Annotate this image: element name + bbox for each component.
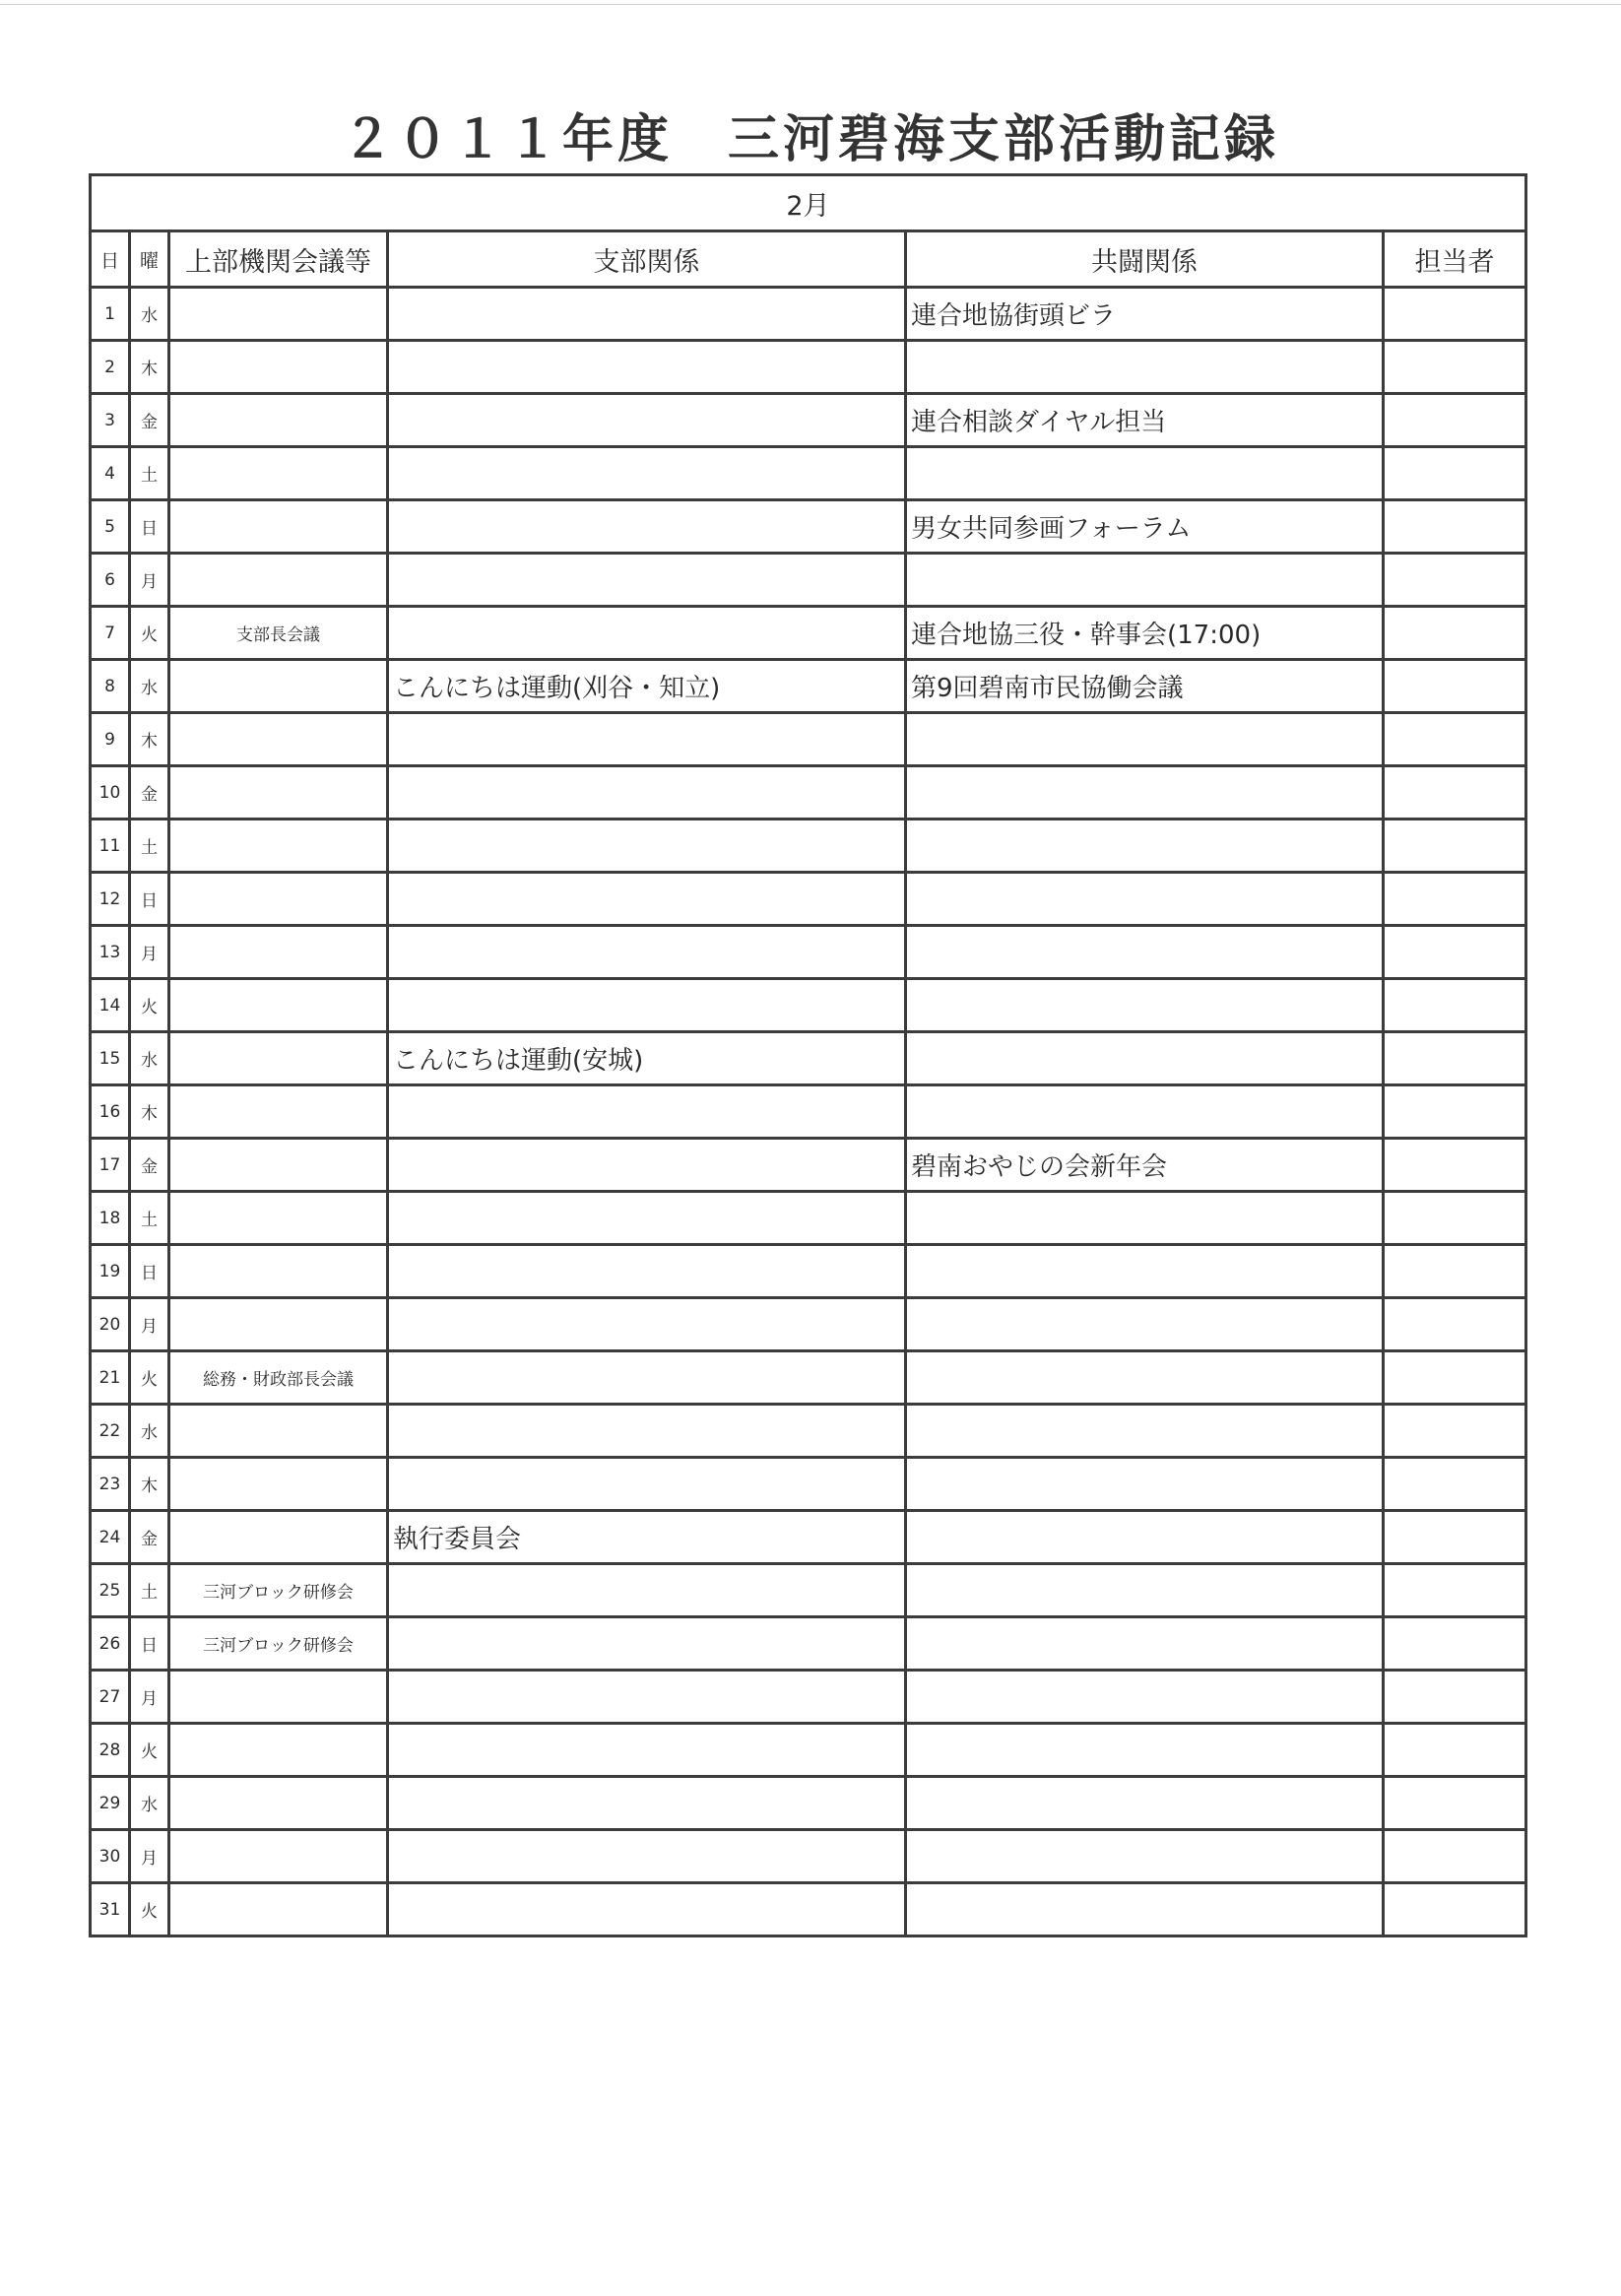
table-row [91, 1405, 1526, 1458]
owner-cell [1384, 1671, 1526, 1724]
weekday-cell: 日 [130, 1617, 169, 1671]
branch-cell [388, 820, 906, 873]
weekday-cell: 水 [130, 1032, 169, 1085]
owner-cell [1384, 1830, 1526, 1883]
upper-meetings-cell [169, 979, 388, 1032]
weekday-cell: 土 [130, 447, 169, 500]
weekday-cell: 金 [130, 766, 169, 820]
owner-cell [1384, 1085, 1526, 1139]
table-row [91, 660, 1526, 713]
owner-cell [1384, 873, 1526, 926]
table-row [91, 288, 1526, 341]
weekday-cell: 月 [130, 1671, 169, 1724]
owner-cell [1384, 820, 1526, 873]
day-cell: 23 [91, 1458, 130, 1511]
day-cell: 22 [91, 1405, 130, 1458]
branch-cell [388, 1085, 906, 1139]
owner-cell [1384, 1617, 1526, 1671]
joint-struggle-cell [906, 1192, 1384, 1245]
day-cell: 31 [91, 1883, 130, 1936]
joint-struggle-cell [906, 979, 1384, 1032]
joint-struggle-cell [906, 1245, 1384, 1298]
day-cell: 28 [91, 1724, 130, 1777]
owner-cell [1384, 1511, 1526, 1564]
day-cell: 21 [91, 1351, 130, 1405]
branch-cell [388, 713, 906, 766]
joint-struggle-cell [906, 554, 1384, 607]
weekday-cell: 土 [130, 1564, 169, 1617]
table-row [91, 1085, 1526, 1139]
joint-struggle-cell [906, 447, 1384, 500]
upper-meetings-cell [169, 1085, 388, 1139]
owner-cell [1384, 1883, 1526, 1936]
day-cell: 20 [91, 1298, 130, 1351]
upper-meetings-cell [169, 820, 388, 873]
joint-struggle-cell [906, 1777, 1384, 1830]
joint-struggle-cell: 碧南おやじの会新年会 [906, 1139, 1384, 1192]
table-row [91, 1245, 1526, 1298]
owner-cell [1384, 1351, 1526, 1405]
header-owner: 担当者 [1384, 231, 1526, 288]
owner-cell [1384, 1245, 1526, 1298]
upper-meetings-cell [169, 926, 388, 979]
weekday-cell: 木 [130, 1458, 169, 1511]
table-row [91, 1192, 1526, 1245]
joint-struggle-cell [906, 1830, 1384, 1883]
weekday-cell: 水 [130, 660, 169, 713]
table-row [91, 394, 1526, 447]
upper-meetings-cell [169, 1777, 388, 1830]
table-row [91, 607, 1526, 660]
joint-struggle-cell [906, 766, 1384, 820]
weekday-cell: 火 [130, 607, 169, 660]
day-cell: 9 [91, 713, 130, 766]
table-row [91, 554, 1526, 607]
upper-meetings-cell [169, 1830, 388, 1883]
joint-struggle-cell [906, 1032, 1384, 1085]
owner-cell [1384, 447, 1526, 500]
table-row [91, 1777, 1526, 1830]
weekday-cell: 月 [130, 1298, 169, 1351]
owner-cell [1384, 1405, 1526, 1458]
branch-cell [388, 1192, 906, 1245]
upper-meetings-cell [169, 500, 388, 554]
upper-meetings-cell [169, 1671, 388, 1724]
header-joint-struggle: 共闘関係 [906, 231, 1384, 288]
weekday-cell: 金 [130, 1139, 169, 1192]
weekday-cell: 土 [130, 820, 169, 873]
table-row [91, 1671, 1526, 1724]
branch-cell [388, 1298, 906, 1351]
day-cell: 11 [91, 820, 130, 873]
owner-cell [1384, 1458, 1526, 1511]
branch-cell [388, 1883, 906, 1936]
day-cell: 29 [91, 1777, 130, 1830]
header-upper-meetings: 上部機関会議等 [169, 231, 388, 288]
upper-meetings-cell [169, 1298, 388, 1351]
weekday-cell: 金 [130, 394, 169, 447]
weekday-cell: 木 [130, 1085, 169, 1139]
table-row [91, 713, 1526, 766]
table-row [91, 1883, 1526, 1936]
owner-cell [1384, 1564, 1526, 1617]
table-row [91, 979, 1526, 1032]
day-cell: 26 [91, 1617, 130, 1671]
weekday-cell: 火 [130, 1351, 169, 1405]
top-edge-rule [0, 4, 1621, 5]
weekday-cell: 木 [130, 341, 169, 394]
branch-cell [388, 394, 906, 447]
table-row [91, 1617, 1526, 1671]
owner-cell [1384, 607, 1526, 660]
weekday-cell: 日 [130, 1245, 169, 1298]
joint-struggle-cell: 第9回碧南市民協働会議 [906, 660, 1384, 713]
upper-meetings-cell: 三河ブロック研修会 [169, 1564, 388, 1617]
header-weekday: 曜 [130, 231, 169, 288]
branch-cell [388, 1724, 906, 1777]
owner-cell [1384, 1298, 1526, 1351]
day-cell: 7 [91, 607, 130, 660]
day-cell: 5 [91, 500, 130, 554]
day-cell: 14 [91, 979, 130, 1032]
owner-cell [1384, 394, 1526, 447]
branch-cell [388, 1351, 906, 1405]
upper-meetings-cell [169, 1458, 388, 1511]
month-row [91, 175, 1526, 231]
joint-struggle-cell [906, 1458, 1384, 1511]
weekday-cell: 月 [130, 926, 169, 979]
joint-struggle-cell [906, 1564, 1384, 1617]
upper-meetings-cell [169, 1139, 388, 1192]
owner-cell [1384, 766, 1526, 820]
day-cell: 15 [91, 1032, 130, 1085]
branch-cell [388, 554, 906, 607]
day-cell: 30 [91, 1830, 130, 1883]
table-row [91, 1458, 1526, 1511]
header-branch: 支部関係 [388, 231, 906, 288]
table-row [91, 1511, 1526, 1564]
month-label: 2月 [91, 175, 1526, 231]
owner-cell [1384, 341, 1526, 394]
branch-cell [388, 1830, 906, 1883]
upper-meetings-cell: 三河ブロック研修会 [169, 1617, 388, 1671]
upper-meetings-cell [169, 1032, 388, 1085]
upper-meetings-cell [169, 288, 388, 341]
table-row [91, 1830, 1526, 1883]
branch-cell [388, 1405, 906, 1458]
upper-meetings-cell [169, 341, 388, 394]
table-row [91, 1351, 1526, 1405]
upper-meetings-cell [169, 766, 388, 820]
branch-cell [388, 1777, 906, 1830]
day-cell: 8 [91, 660, 130, 713]
branch-cell [388, 288, 906, 341]
weekday-cell: 水 [130, 1405, 169, 1458]
upper-meetings-cell [169, 873, 388, 926]
table-row [91, 341, 1526, 394]
table-row [91, 820, 1526, 873]
branch-cell [388, 1458, 906, 1511]
branch-cell [388, 341, 906, 394]
owner-cell [1384, 500, 1526, 554]
upper-meetings-cell [169, 713, 388, 766]
owner-cell [1384, 288, 1526, 341]
header-day: 日 [91, 231, 130, 288]
joint-struggle-cell [906, 1085, 1384, 1139]
upper-meetings-cell [169, 447, 388, 500]
owner-cell [1384, 1192, 1526, 1245]
branch-cell [388, 500, 906, 554]
day-cell: 13 [91, 926, 130, 979]
owner-cell [1384, 926, 1526, 979]
day-cell: 1 [91, 288, 130, 341]
joint-struggle-cell: 連合地協三役・幹事会(17:00) [906, 607, 1384, 660]
branch-cell [388, 766, 906, 820]
upper-meetings-cell [169, 1724, 388, 1777]
joint-struggle-cell [906, 820, 1384, 873]
upper-meetings-cell [169, 660, 388, 713]
joint-struggle-cell [906, 1351, 1384, 1405]
upper-meetings-cell [169, 554, 388, 607]
joint-struggle-cell [906, 1405, 1384, 1458]
branch-cell: こんにちは運動(刈谷・知立) [388, 660, 906, 713]
owner-cell [1384, 1777, 1526, 1830]
table-row [91, 1139, 1526, 1192]
owner-cell [1384, 713, 1526, 766]
day-cell: 4 [91, 447, 130, 500]
day-cell: 16 [91, 1085, 130, 1139]
joint-struggle-cell [906, 1617, 1384, 1671]
branch-cell [388, 979, 906, 1032]
document-title: ２０１１年度 三河碧海支部活動記録 [341, 110, 1279, 169]
branch-cell [388, 873, 906, 926]
owner-cell [1384, 1032, 1526, 1085]
table-row [91, 500, 1526, 554]
weekday-cell: 日 [130, 873, 169, 926]
owner-cell [1384, 660, 1526, 713]
upper-meetings-cell [169, 1192, 388, 1245]
day-cell: 17 [91, 1139, 130, 1192]
owner-cell [1384, 1139, 1526, 1192]
upper-meetings-cell [169, 1245, 388, 1298]
table-row [91, 926, 1526, 979]
owner-cell [1384, 1724, 1526, 1777]
day-cell: 12 [91, 873, 130, 926]
weekday-cell: 水 [130, 288, 169, 341]
branch-cell [388, 1139, 906, 1192]
day-cell: 6 [91, 554, 130, 607]
table-body [91, 175, 1526, 1936]
weekday-cell: 月 [130, 554, 169, 607]
table-row [91, 766, 1526, 820]
day-cell: 24 [91, 1511, 130, 1564]
day-cell: 25 [91, 1564, 130, 1617]
day-cell: 10 [91, 766, 130, 820]
branch-cell: 執行委員会 [388, 1511, 906, 1564]
table-row [91, 873, 1526, 926]
joint-struggle-cell [906, 341, 1384, 394]
weekday-cell: 火 [130, 1883, 169, 1936]
table-row [91, 447, 1526, 500]
branch-cell [388, 1671, 906, 1724]
branch-cell: こんにちは運動(安城) [388, 1032, 906, 1085]
branch-cell [388, 926, 906, 979]
day-cell: 3 [91, 394, 130, 447]
weekday-cell: 月 [130, 1830, 169, 1883]
owner-cell [1384, 554, 1526, 607]
table-row [91, 1724, 1526, 1777]
joint-struggle-cell [906, 713, 1384, 766]
day-cell: 18 [91, 1192, 130, 1245]
joint-struggle-cell [906, 1724, 1384, 1777]
activity-record-table [89, 173, 1527, 1937]
day-cell: 27 [91, 1671, 130, 1724]
table-row [91, 1032, 1526, 1085]
upper-meetings-cell: 総務・財政部長会議 [169, 1351, 388, 1405]
upper-meetings-cell [169, 1405, 388, 1458]
table-row [91, 1298, 1526, 1351]
joint-struggle-cell [906, 1671, 1384, 1724]
weekday-cell: 火 [130, 1724, 169, 1777]
weekday-cell: 土 [130, 1192, 169, 1245]
weekday-cell: 金 [130, 1511, 169, 1564]
upper-meetings-cell [169, 1883, 388, 1936]
joint-struggle-cell [906, 1511, 1384, 1564]
joint-struggle-cell [906, 873, 1384, 926]
branch-cell [388, 1245, 906, 1298]
table-row [91, 1564, 1526, 1617]
owner-cell [1384, 979, 1526, 1032]
branch-cell [388, 447, 906, 500]
joint-struggle-cell: 男女共同参画フォーラム [906, 500, 1384, 554]
joint-struggle-cell: 連合地協街頭ビラ [906, 288, 1384, 341]
branch-cell [388, 607, 906, 660]
branch-cell [388, 1564, 906, 1617]
weekday-cell: 火 [130, 979, 169, 1032]
weekday-cell: 木 [130, 713, 169, 766]
joint-struggle-cell [906, 926, 1384, 979]
weekday-cell: 日 [130, 500, 169, 554]
upper-meetings-cell [169, 394, 388, 447]
joint-struggle-cell: 連合相談ダイヤル担当 [906, 394, 1384, 447]
joint-struggle-cell [906, 1883, 1384, 1936]
upper-meetings-cell: 支部長会議 [169, 607, 388, 660]
upper-meetings-cell [169, 1511, 388, 1564]
joint-struggle-cell [906, 1298, 1384, 1351]
day-cell: 19 [91, 1245, 130, 1298]
weekday-cell: 水 [130, 1777, 169, 1830]
header-row [91, 231, 1526, 288]
branch-cell [388, 1617, 906, 1671]
day-cell: 2 [91, 341, 130, 394]
